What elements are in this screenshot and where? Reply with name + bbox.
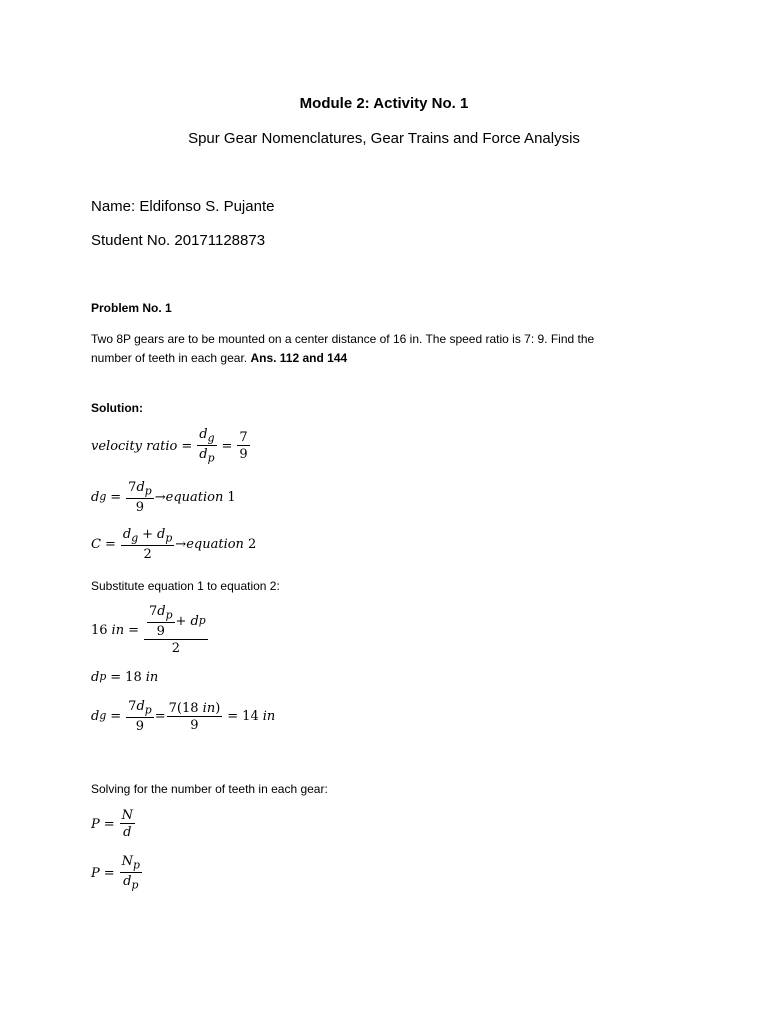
- eq4-t2: d: [190, 614, 199, 630]
- eq1-fraction-diameters: [197, 428, 216, 465]
- equation-pitch: P = $\frac{N}{d}$: [91, 808, 134, 840]
- eq1-num-sub: g: [207, 431, 215, 445]
- eq7-fraction: [120, 809, 135, 839]
- eq8-num-sub: p: [133, 858, 140, 872]
- eq6-result: 14: [242, 709, 259, 725]
- eq6-lhs: d: [91, 709, 100, 725]
- eq3-fraction: [121, 528, 174, 561]
- name-label: Name:: [91, 198, 136, 215]
- eq6-result-unit: in: [262, 709, 276, 725]
- eq3-t2: d: [157, 527, 166, 542]
- eq4-inner-sub: p: [165, 608, 173, 622]
- equation-pitch-pinion: P = $\frac{N_p}{d_p}$: [91, 854, 140, 893]
- eq6-num2-unit: in: [202, 700, 216, 716]
- substitute-text: Substitute equation 1 to equation 2:: [91, 579, 280, 593]
- eq4-lhs-number: 16: [91, 622, 108, 638]
- equation-velocity-ratio: velocity ratio = $\frac{d_g}{d_p}$ = $\frac{7}{9}$: [91, 427, 248, 466]
- eq2-coef: 7: [128, 480, 137, 495]
- eq5-lhs: d: [91, 670, 100, 685]
- problem-text-continued: number of teeth in each gear.: [91, 351, 248, 365]
- eq1-fraction-ratio: [237, 431, 249, 461]
- eq5-value: 18: [125, 670, 142, 685]
- eq2-den: 9: [135, 500, 145, 516]
- eq7-lhs: P: [91, 816, 100, 832]
- name-line: [91, 198, 274, 215]
- eq6-sub: p: [144, 703, 152, 717]
- equation-dp-result: d p = 18 in: [91, 670, 159, 685]
- equation-1: d g = $\frac{7d_p}{9}$ → equation 1: [91, 480, 236, 516]
- solution-heading: Solution:: [91, 401, 143, 415]
- eq1-ratio-num: 7: [239, 430, 248, 446]
- eq6-num2-close: ): [215, 700, 221, 716]
- eq3-t2-sub: p: [165, 531, 173, 545]
- eq8-num: N: [121, 854, 134, 869]
- eq8-den-sub: p: [131, 879, 139, 893]
- eq6-lhs-sub: g: [99, 709, 107, 723]
- teeth-text: Solving for the number of teeth in each gear:: [91, 782, 328, 796]
- eq6-den2: 9: [190, 717, 199, 733]
- eq2-lhs-sub: g: [99, 490, 107, 504]
- equation-dg-result: d g = $\frac{7d_p}{9}$ = $\frac{7(18 in)}{9}$ = 14 in: [91, 699, 276, 735]
- problem-text-line1: Two 8P gears are to be mounted on a center distance of 16 in. The speed ratio is 7: 9. Find the: [91, 332, 595, 346]
- eq4-inner-fraction: [147, 605, 175, 638]
- eq7-num: N: [121, 808, 134, 823]
- eq2-lhs: d: [91, 490, 100, 506]
- eq4-t2-sub: p: [198, 614, 206, 628]
- eq2-arrow: →: [154, 490, 166, 506]
- eq1-num-var: d: [199, 427, 208, 442]
- eq3-label: equation: [186, 537, 244, 553]
- eq6-fraction-1: [126, 700, 154, 733]
- student-number-line: [91, 232, 265, 249]
- eq3-label-number: 2: [247, 537, 257, 553]
- eq2-var: d: [136, 480, 145, 495]
- eq2-sub: p: [144, 484, 152, 498]
- student-number-value: 20171128873: [174, 232, 266, 249]
- eq5-lhs-sub: p: [99, 670, 107, 684]
- eq1-ratio-den: 9: [239, 447, 248, 463]
- eq4-inner-coef: 7: [148, 604, 158, 619]
- eq1-den-sub: p: [207, 452, 215, 466]
- eq3-t1: d: [122, 527, 132, 542]
- eq6-den: 9: [135, 719, 145, 735]
- eq5-unit: in: [145, 670, 159, 685]
- eq8-fraction: [120, 855, 142, 892]
- eq6-fraction-2: [167, 702, 223, 732]
- equation-substitution: 16 in = $\frac{7d_p}{9}$ + d p 2: [91, 604, 206, 657]
- eq4-plus: +: [175, 614, 187, 630]
- problem-heading: Problem No. 1: [91, 301, 172, 315]
- name-value: Eldifonso S. Pujante: [139, 198, 275, 215]
- eq4-den: 2: [171, 641, 180, 657]
- eq4-outer-fraction: [144, 605, 208, 655]
- eq4-inner-var: d: [157, 604, 166, 619]
- eq3-den: 2: [143, 547, 152, 563]
- eq8-den: d: [123, 874, 132, 890]
- eq6-coef: 7: [128, 699, 137, 714]
- eq6-var: d: [136, 699, 145, 714]
- problem-answer: Ans. 112 and 144: [250, 351, 348, 365]
- eq2-label: equation: [165, 490, 224, 506]
- page-subtitle: Spur Gear Nomenclatures, Gear Trains and Force Analysis: [188, 130, 580, 147]
- eq7-den: d: [123, 825, 132, 840]
- eq6-num2: 7(18: [168, 700, 203, 716]
- problem-text-line2: [91, 349, 347, 368]
- eq1-lhs: velocity ratio: [91, 438, 178, 454]
- eq8-lhs: P: [91, 865, 100, 881]
- student-number-label: Student No.: [91, 232, 171, 249]
- eq3-arrow: →: [175, 537, 187, 553]
- eq2-fraction: [126, 481, 154, 514]
- eq1-den-var: d: [199, 447, 208, 463]
- eq3-plus: +: [142, 527, 154, 542]
- eq3-t1-sub: g: [131, 531, 139, 545]
- eq3-lhs: C: [91, 537, 101, 553]
- eq2-label-number: 1: [227, 490, 236, 506]
- eq4-inner-den: 9: [156, 624, 165, 640]
- eq4-lhs-unit: in: [111, 622, 125, 638]
- page-title: Module 2: Activity No. 1: [299, 95, 469, 112]
- equation-2: C = $\frac{d_g + d_p}{2}$ → equation 2: [91, 527, 257, 563]
